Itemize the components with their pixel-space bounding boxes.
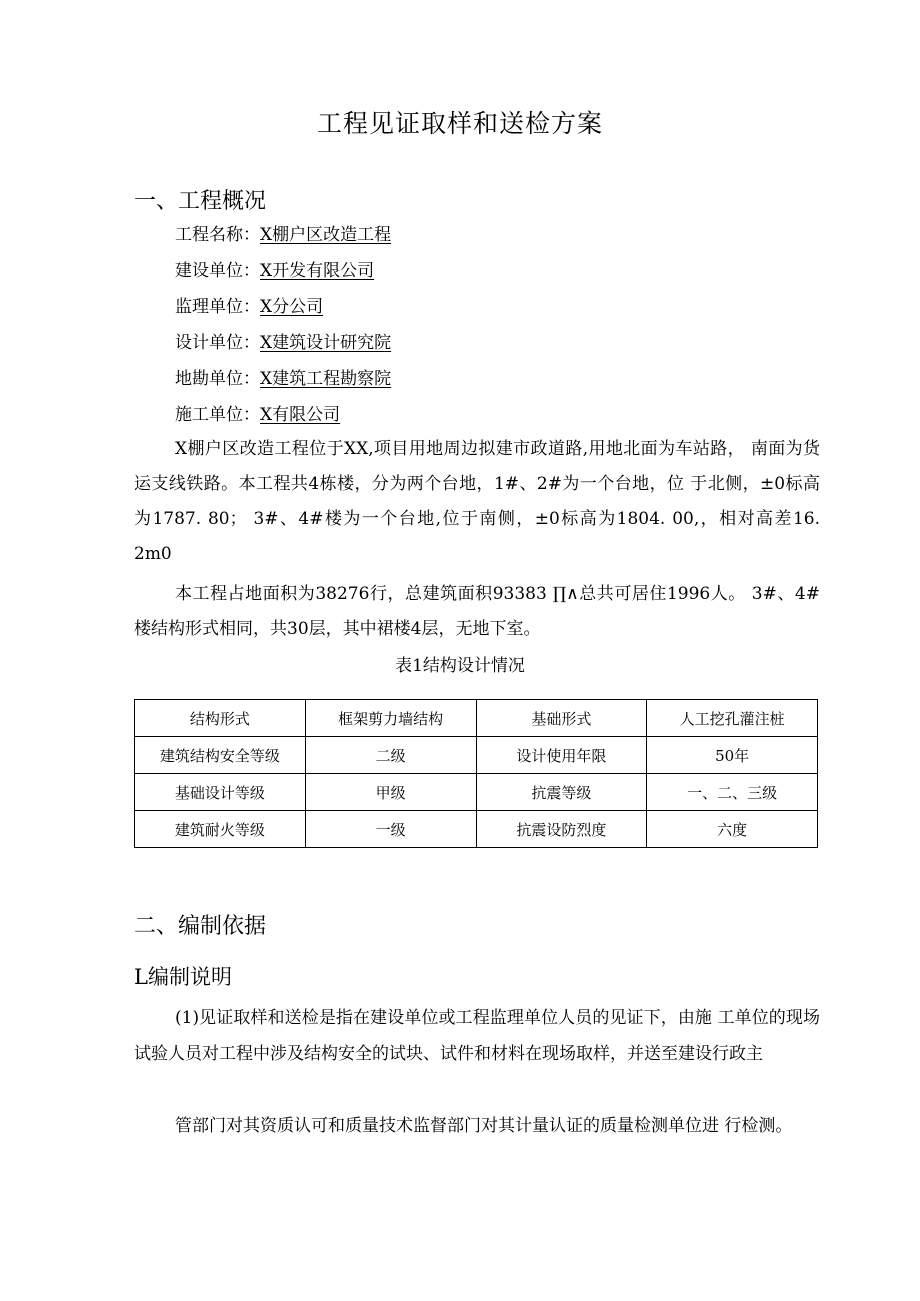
info-row-supervisor [175,289,391,325]
table-row [135,737,818,774]
table-cell: 一、二、三级 [647,774,818,811]
section-heading-overview: 一、工程概况 [134,189,267,214]
table-cell: 50年 [647,737,818,774]
table-row [135,774,818,811]
info-label: 监理单位： [175,297,260,317]
table-cell: 基础形式 [476,700,647,737]
table-cell: 结构形式 [135,700,306,737]
table-cell: 六度 [647,811,818,848]
section-heading-basis: 二、编制依据 [134,914,267,939]
info-value: X分公司 [260,297,324,317]
info-value: X有限公司 [260,405,341,425]
info-row-designer [175,325,391,361]
table-caption: 表1结构设计情况 [395,656,525,676]
project-info-list [175,217,391,433]
table-cell: 抗震设防烈度 [476,811,647,848]
info-row-survey [175,361,391,397]
table-cell: 设计使用年限 [476,737,647,774]
table-cell: 建筑耐火等级 [135,811,306,848]
explanation-paragraph-continued: 管部门对其资质认可和质量技术监督部门对其计量认证的质量检测单位进 行检测。 [175,1116,793,1136]
info-row-project-name [175,217,391,253]
table-cell: 二级 [305,737,476,774]
table-row [135,811,818,848]
table-cell: 基础设计等级 [135,774,306,811]
info-row-owner [175,253,391,289]
info-label: 地勘单位： [175,369,260,389]
table-cell: 抗震等级 [476,774,647,811]
overview-paragraph: X棚户区改造工程位于XX,项目用地周边拟建市政道路,用地北面为车站路， 南面为货运支线铁路。本工程共4栋楼，分为两个台地，1#、2#为一个台地，位 于北侧，±0标高为1787. 80； 3#、4#楼为一个台地,位于南侧，±0标高为1804. 00,，相对高差16. 2m0 [134,439,820,564]
info-label: 设计单位： [175,333,260,353]
table-cell: 甲级 [305,774,476,811]
table-cell: 建筑结构安全等级 [135,737,306,774]
table-cell: 人工挖孔灌注桩 [647,700,818,737]
page-title: 工程见证取样和送检方案 [316,109,603,138]
info-value: X开发有限公司 [260,261,375,281]
info-label: 建设单位： [175,261,260,281]
subheading-explanation: L编制说明 [134,965,232,989]
table-cell: 框架剪力墙结构 [305,700,476,737]
info-label: 施工单位： [175,405,260,425]
info-value: X建筑设计研究院 [260,333,392,353]
info-label: 工程名称： [175,225,260,245]
info-row-contractor [175,397,391,433]
structure-design-table [134,699,818,848]
area-paragraph: 本工程占地面积为38276行，总建筑面积93383 ∏∧总共可居住1996人。 3#、4#楼结构形式相同，共30层，其中裙楼4层，无地下室。 [134,584,820,639]
table-row [135,700,818,737]
table-cell: 一级 [305,811,476,848]
info-value: X棚户区改造工程 [260,225,392,245]
info-value: X建筑工程勘察院 [260,369,392,389]
explanation-paragraph: (1)见证取样和送检是指在建设单位或工程监理单位人员的见证下，由施 工单位的现场试验人员对工程中涉及结构安全的试块、试件和材料在现场取样，并送至建设行政主 [134,1008,820,1064]
